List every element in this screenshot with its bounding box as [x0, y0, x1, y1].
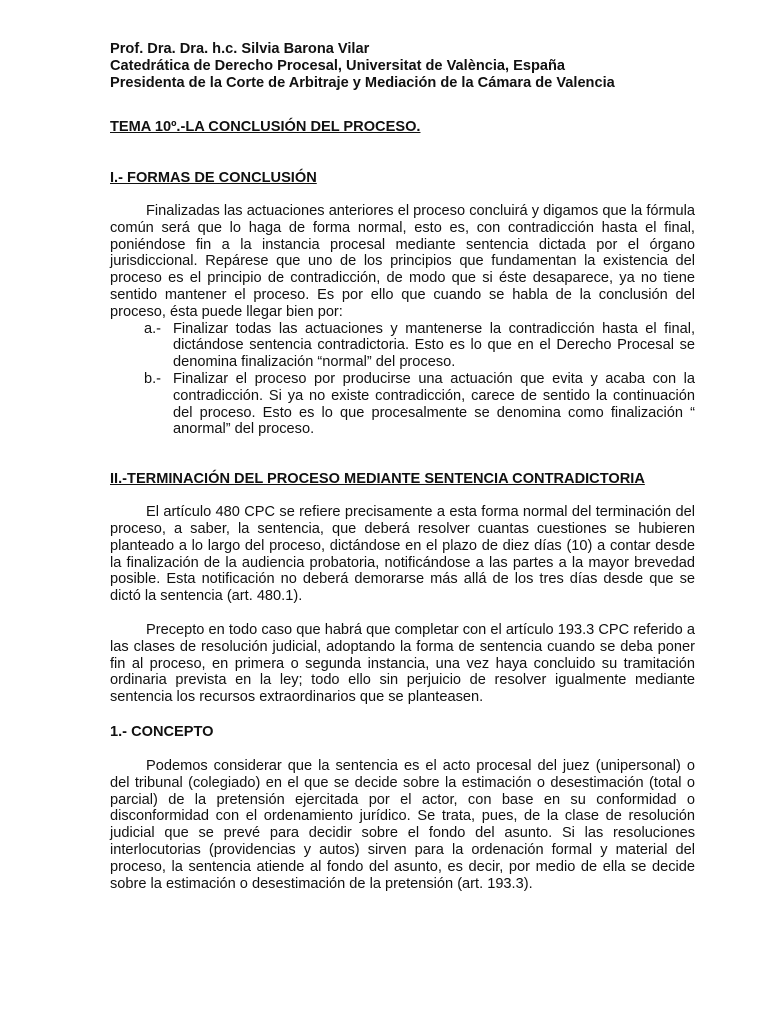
section-heading-concepto: 1.- CONCEPTO: [110, 723, 214, 740]
section-paragraph: Finalizadas las actuaciones anteriores el proceso concluirá y digamos que la fórmula común será que lo haga de forma normal, esto es, con contradicción hasta el final, poniéndose fin a la instancia procesal mediante sentencia dictada por el órgano jurisdiccional. Repárese que uno de los principios que fundamentan la existencia del proceso es el principio de contradicción, de modo que si éste desaparece, ya no tiene sentido mantener el proceso. Es por ello que cuando se habla de la conclusión del proceso, ésta puede llegar bien por:: [110, 203, 695, 320]
section-heading-terminacion: II.-TERMINACIÓN DEL PROCESO MEDIANTE SENTENCIA CONTRADICTORIA: [110, 471, 645, 488]
list-item-text: Finalizar el proceso por producirse una actuación que evita y acaba con la contradicción. Si ya no existe contradicción, carece de sentido la continuación del proceso. Esto es lo que procesalmente se denomina como finalización “ anormal” del proceso.: [173, 370, 695, 438]
document-title: TEMA 10º.-LA CONCLUSIÓN DEL PROCESO.: [110, 119, 421, 135]
list-marker: a.-: [144, 320, 162, 337]
list-item-text: Finalizar todas las actuaciones y mantenerse la contradicción hasta el final, dictándose sentencia contradictoria. Esto es lo que en el Derecho Procesal se denomina finalización “normal” del proceso.: [173, 320, 695, 371]
author-name: Prof. Dra. Dra. h.c. Silvia Barona Vilar: [110, 41, 370, 57]
list-marker: b.-: [144, 370, 162, 387]
author-header: [110, 41, 695, 92]
list-item: [110, 371, 695, 438]
list-item: [110, 321, 695, 371]
section-paragraph: Podemos considerar que la sentencia es el acto procesal del juez (unipersonal) o del tribunal (colegiado) en el que se decide sobre la estimación o desestimación (total o parcial) de la pretensión ejercitada por el actor, con base en su conformidad o disconformidad con el ordenamiento jurídico. Se trata, pues, de la clase de resolución judicial que se prevé para decidir sobre el fondo del asunto. Si las resoluciones interlocutorias (providencias y autos) sirven para la ordenación formal y material del proceso, la sentencia atiende al fondo del asunto, es decir, por medio de ella se decide sobre la estimación o desestimación de la pretensión (art. 193.3).: [110, 757, 695, 892]
section-paragraph: El artículo 480 CPC se refiere precisamente a esta forma normal del terminación del proceso, a saber, la sentencia, que deberá resolver cuantas cuestiones se hubieren planteado a lo largo del proceso, dictándose en el plazo de diez días (10) a contar desde la finalización de la audiencia probatoria, notificándose a las partes a la mayor brevedad posible. Esta notificación no deberá demorarse más allá de los tres días desde que se dictó la sentencia (art. 480.1).: [110, 504, 695, 605]
author-position: Catedrática de Derecho Procesal, Universitat de València, España: [110, 58, 566, 74]
conclusion-list: [110, 321, 695, 439]
author-role: Presidenta de la Corte de Arbitraje y Mediación de la Cámara de Valencia: [110, 75, 615, 91]
section-heading-formas: I.- FORMAS DE CONCLUSIÓN: [110, 170, 317, 186]
section-paragraph: Precepto en todo caso que habrá que completar con el artículo 193.3 CPC referido a las clases de resolución judicial, adoptando la forma de sentencia cuando se deba poner fin al proceso, en primera o segunda instancia, una vez haya concluido su tramitación ordinaria prevista en la ley; todo ello sin perjuicio de resolver igualmente mediante sentencia los recursos extraordinarios que se planteasen.: [110, 621, 695, 706]
